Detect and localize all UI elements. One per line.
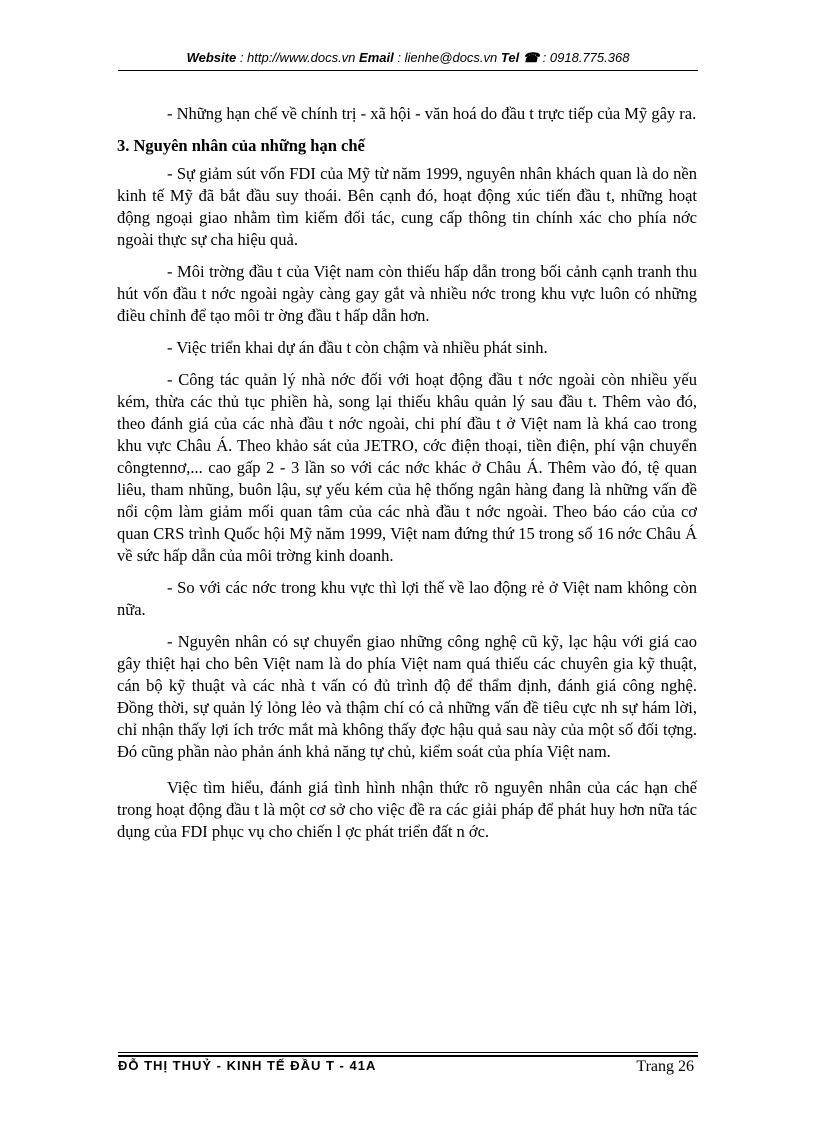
header-divider bbox=[118, 70, 698, 71]
page-number: Trang 26 bbox=[636, 1058, 694, 1075]
footer-divider-thin bbox=[118, 1052, 698, 1053]
footer-divider-thick bbox=[118, 1055, 698, 1057]
paragraph-state-management: - Công tác quản lý nhà nớc đối với hoạt động đầu t nớc ngoài còn nhiều yếu kém, thừa các thủ tục phiền hà, song lại thiếu khâu quản lý sau đầu t. Thêm vào đó, theo đánh giá của các nhà đầu t nớc ngoài, chi phí đầu t ở Việt nam là khá cao trong khu vực Châu Á. Theo khảo sát của JETRO, cớc điện thoại, tiền điện, phí vận chuyển côngtennơ,... cao gấp 2 - 3 lần so với các nớc khác ở Châu Á. Thêm vào đó, tệ quan liêu, tham nhũng, buôn lậu, sự yếu kém của hệ thống ngân hàng đang là những vấn đề nổi cộm làm giảm mối quan tâm của các nhà đầu t nớc ngoài. Theo báo cáo của cơ quan CRS trình Quốc hội Mỹ năm 1999, Việt nam đứng thứ 15 trong số 16 nớc Châu Á về sức hấp dẫn của môi trờng kinh doanh. bbox=[117, 370, 697, 565]
tel-value: : 0918.775.368 bbox=[542, 50, 630, 65]
section-heading: 3. Nguyên nhân của những hạn chế bbox=[117, 136, 365, 155]
paragraph-fdi-decline: - Sự giảm sút vốn FDI của Mỹ từ năm 1999, nguyên nhân khách quan là do nền kinh tế Mỹ đã bắt đầu suy thoái. Bên cạnh đó, hoạt động xúc tiến đầu t, những hoạt động ngoại giao nhằm tìm kiếm đối tác, cung cấp thông tin chính xác cho phía nớc ngoài thực sự cha hiệu quả. bbox=[117, 164, 697, 249]
document-body bbox=[117, 103, 697, 853]
email-value: : lienhe@docs.vn bbox=[397, 50, 498, 65]
paragraph-political-limits: - Những hạn chế về chính trị - xã hội - văn hoá do đầu t trực tiếp của Mỹ gây ra. bbox=[167, 104, 697, 123]
paragraph-investment-environment: - Môi trờng đầu t của Việt nam còn thiếu hấp dẫn trong bối cảnh cạnh tranh thu hút vốn đầu t nớc ngoài ngày càng gay gắt và nhiều nớc trong khu vực luôn có những điều chỉnh để tạo môi tr ờng đầu t hấp dẫn hơn. bbox=[117, 262, 697, 325]
paragraph-project-delays: - Việc triển khai dự án đầu t còn chậm và nhiều phát sinh. bbox=[167, 338, 548, 357]
phone-icon: ☎ bbox=[522, 50, 540, 65]
email-label: Email bbox=[359, 50, 394, 65]
website-label: Website bbox=[186, 50, 237, 65]
tel-label: Tel bbox=[500, 50, 520, 65]
paragraph-labor-advantage: - So với các nớc trong khu vực thì lợi thế về lao động rẻ ở Việt nam không còn nữa. bbox=[117, 578, 697, 619]
paragraph-technology-transfer: - Nguyên nhân có sự chuyển giao những công nghệ cũ kỹ, lạc hậu với giá cao gây thiệt hại cho bên Việt nam là do phía Việt nam quá thiếu các chuyên gia kỹ thuật, cán bộ kỹ thuật và các nhà t vấn có đủ trình độ để thẩm định, đánh giá công nghệ. Đồng thời, sự quản lý lỏng lẻo và thậm chí có cả những vấn đề tiêu cực nh sự hám lời, chỉ nhận thấy lợi ích trớc mắt mà không thấy đợc hậu quả sau này của một số đối tợng. Đó cũng phần nào phản ánh khả năng tự chủ, kiểm soát của phía Việt nam. bbox=[117, 632, 697, 761]
footer-author: ĐỖ THỊ THUỶ - KINH TẾ ĐẦU T - 41A bbox=[118, 1058, 377, 1073]
paragraph-conclusion: Việc tìm hiểu, đánh giá tình hình nhận thức rõ nguyên nhân của các hạn chế trong hoạt động đầu t là một cơ sở cho việc đề ra các giải pháp để phát huy hơn nữa tác dụng của FDI phục vụ cho chiến l ợc phát triển đất n ớc. bbox=[117, 778, 697, 841]
page-footer bbox=[118, 1058, 698, 1078]
website-value: : http://www.docs.vn bbox=[239, 50, 356, 65]
page-header bbox=[118, 50, 698, 66]
